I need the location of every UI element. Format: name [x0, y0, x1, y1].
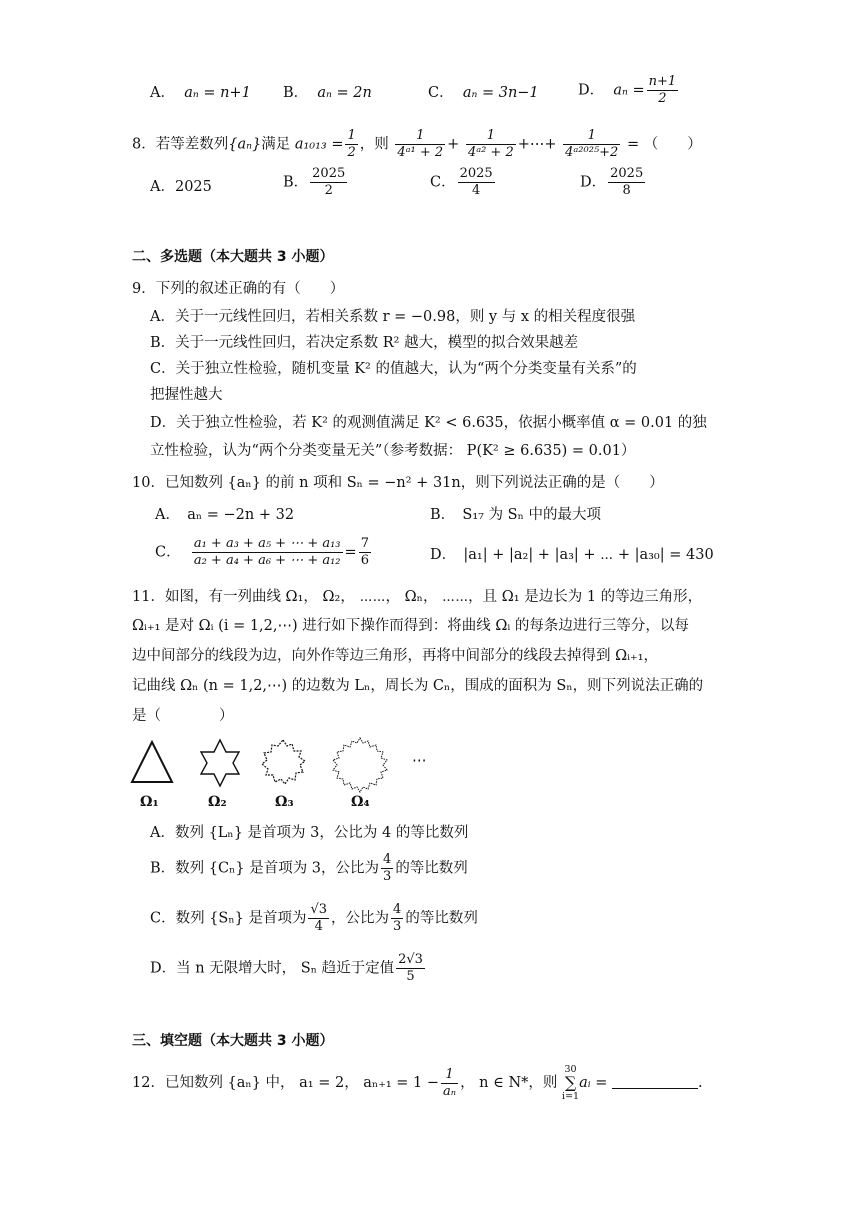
- q10-option-d: D． |a₁| + |a₂| + |a₃| + ⋯ + |a₃₀| = 430: [430, 547, 714, 563]
- omega1-triangle: [132, 742, 172, 782]
- q9-option-a: A．关于一元线性回归，若相关系数 r = −0.98，则 y 与 x 的相关程度很强: [150, 309, 636, 325]
- koch-figure: [120, 732, 440, 802]
- q9-option-c: C．关于独立性检验，随机变量 K² 的值越大，认为“两个分类变量有关系”的: [150, 361, 637, 377]
- q11-line-5: 是（ ）: [132, 708, 234, 724]
- q12-stem: 12．已知数列 {aₙ} 中， a₁ = 2， aₙ₊₁ = 1 − $\frac{1}{\text{aₙ}}$ ， n ∈ N*，则 30 ∑ i=1 aᵢ = .: [132, 1064, 703, 1102]
- q10-option-a: A． aₙ = −2n + 32: [155, 507, 295, 523]
- q10-stem: 10．已知数列 {aₙ} 的前 n 项和 Sₙ = −n² + 31n，则下列说法正确的是（ ）: [132, 475, 664, 491]
- q7-option-c: C． aₙ = 3n−1: [428, 85, 539, 101]
- q9-option-c-cont: 把握性越大: [150, 387, 223, 403]
- q11-option-a: A．数列 {Lₙ} 是首项为 3，公比为 4 的等比数列: [150, 825, 469, 841]
- q7-option-d: D． aₙ = $\frac{n+1}{2}$: [578, 74, 677, 106]
- q10-option-b: B． S₁₇ 为 Sₙ 中的最大项: [430, 507, 601, 523]
- q11-line-3: 边中间部分的线段为边，向外作等边三角形，再将中间部分的线段去掉得到 Ωᵢ₊₁，: [132, 648, 659, 664]
- q9-option-b: B．关于一元线性回归，若决定系数 R² 越大，模型的拟合效果越差: [150, 335, 579, 351]
- q8-option-d: D． $\frac{2025}{8}$: [580, 166, 644, 198]
- q11-line-1: 11．如图，有一列曲线 Ω₁， Ω₂， ⋯⋯， Ωₙ， ⋯⋯，且 Ω₁ 是边长为 1 的等边三角形，: [132, 589, 703, 605]
- figure-label-omega2: Ω₂: [208, 794, 227, 810]
- q11-line-2: Ωᵢ₊₁ 是对 Ωᵢ (i = 1,2,⋯) 进行如下操作而得到：将曲线 Ωᵢ 的每条边进行三等分，以每: [132, 618, 689, 634]
- q12-answer-blank[interactable]: [612, 1074, 698, 1089]
- q11-option-d: D．当 n 无限增大时， Sₙ 趋近于定值 $\frac{2√3}{5}$: [150, 952, 423, 984]
- figure-label-omega4: Ω₄: [351, 794, 370, 810]
- omega3-snowflake: [262, 740, 305, 784]
- figure-label-omega3: Ω₃: [275, 794, 294, 810]
- q11-line-4: 记曲线 Ωₙ (n = 1,2,⋯) 的边数为 Lₙ，周长为 Cₙ，围成的面积为 Sₙ，则下列说法正确的: [132, 678, 704, 694]
- q11-option-b: B．数列 {Cₙ} 是首项为 3，公比为 $\frac{4}{3}$ 的等比数列: [150, 852, 468, 884]
- q8-option-b: B． $\frac{2025}{2}$: [283, 166, 346, 198]
- omega4-snowflake: [333, 738, 387, 792]
- q7-option-b: B． aₙ = 2n: [283, 85, 372, 101]
- q9-option-d: D．关于独立性检验，若 K² 的观测值满足 K² < 6.635，依据小概率值 α = 0.01 的独: [150, 415, 707, 431]
- q8-option-c: C． $\frac{2025}{4}$: [430, 166, 493, 198]
- q7-option-a: A． aₙ = n+1: [150, 85, 251, 101]
- figure-ellipsis: ⋯: [412, 753, 427, 769]
- q8-stem: 8．若等差数列{aₙ}满足 a₁₀₁₃ = $\frac{1}{2}$ ，则 $\frac{1}{\text{4ᵃ¹ + 2}}$ + $\frac{1}{\text{4ᵃ² + 2}}$ +⋯+ $\frac{1}{\text{4ᵃ²⁰²⁵+2}}$ = （ ）: [132, 128, 702, 160]
- q9-option-d-cont: 立性检验，认为“两个分类变量无关”（参考数据： P(K² ≥ 6.635) = 0.01）: [150, 443, 636, 459]
- section-3-heading: 三、填空题（本大题共 3 小题）: [132, 1033, 334, 1049]
- section-2-heading: 二、多选题（本大题共 3 小题）: [132, 249, 334, 265]
- figure-label-omega1: Ω₁: [140, 794, 159, 810]
- q8-option-a: A．2025: [150, 179, 212, 195]
- q12-sum-symbol: 30 ∑ i=1: [562, 1064, 580, 1102]
- q11-option-c: C．数列 {Sₙ} 是首项为 $\frac{√3}{4}$ ，公比为 $\frac{4}{3}$ 的等比数列: [150, 902, 478, 934]
- q9-stem: 9．下列的叙述正确的有（ ）: [132, 281, 345, 297]
- omega2-star: [201, 740, 239, 786]
- q10-option-c: C． $\frac{\text{a₁ + a₃ + a₅ + ⋯ + a₁₃}}{\text{a₂ + a₄ + a₆ + ⋯ + a₁₂}}$ = $\frac{7}{6}$: [155, 536, 369, 568]
